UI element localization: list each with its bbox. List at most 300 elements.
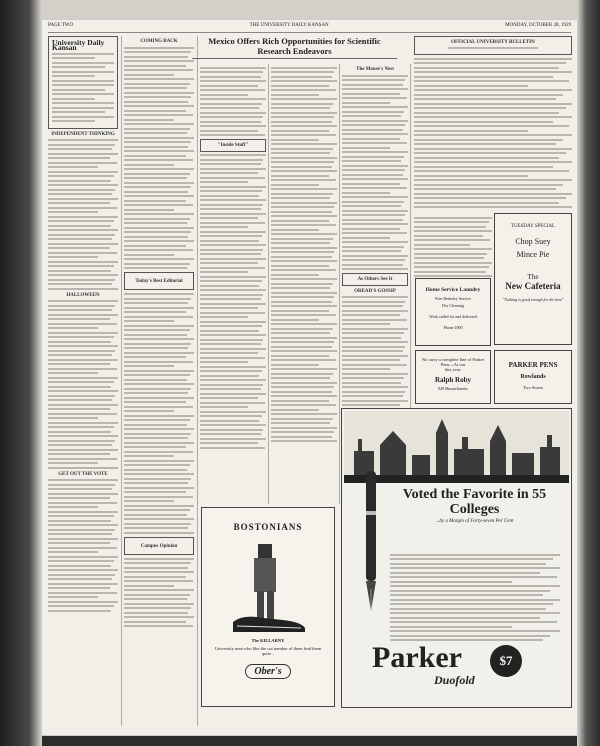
text-line (271, 98, 337, 100)
text-line (271, 76, 332, 78)
text-line (414, 121, 553, 123)
text-line (48, 184, 118, 186)
text-line (414, 197, 566, 199)
text-line (48, 261, 118, 263)
text-line (124, 415, 194, 417)
text-line (271, 274, 319, 276)
text-line (271, 224, 336, 226)
text-line (48, 444, 112, 446)
text-line (124, 159, 193, 161)
text-line (271, 341, 334, 343)
text-line (124, 168, 194, 170)
text-line (124, 392, 188, 394)
text-line (271, 418, 333, 420)
text-line (124, 460, 194, 462)
text-line (200, 181, 248, 183)
text-line (48, 300, 118, 302)
text-line (271, 152, 330, 154)
text-line (271, 121, 332, 123)
text-line (200, 402, 265, 404)
text-line (271, 413, 337, 415)
text-line (124, 141, 191, 143)
text-line (48, 431, 111, 433)
text-line (124, 87, 187, 89)
column-three (200, 64, 266, 504)
text-line (342, 400, 408, 402)
page-number: PAGE TWO (48, 23, 74, 28)
text-line (271, 130, 329, 132)
text-line (124, 343, 191, 345)
cafeteria-special: TUESDAY SPECIAL (510, 224, 556, 229)
text-line (342, 196, 408, 198)
text-line (124, 258, 194, 260)
text-line (124, 442, 194, 444)
text-line (124, 496, 193, 498)
editorial-text (48, 139, 118, 290)
text-line (124, 114, 193, 116)
text-line (390, 554, 560, 556)
text-line (271, 166, 332, 168)
text-line (124, 478, 191, 480)
text-line (124, 177, 187, 179)
text-line (414, 248, 492, 250)
text-line (48, 359, 118, 361)
text-line (48, 354, 112, 356)
shoe-illustration (223, 536, 313, 636)
text-line (124, 487, 194, 489)
roby-ad (415, 350, 491, 404)
text-line (124, 518, 194, 520)
text-line (124, 473, 194, 475)
text-line (414, 80, 569, 82)
text-line (124, 567, 188, 569)
editorial-heading-vote: GET OUT THE VOTE (58, 471, 108, 477)
text-line (48, 323, 117, 325)
text-line (342, 341, 408, 343)
issue-date: MONDAY, OCTOBER 28, 1929 (505, 23, 571, 28)
text-line (271, 440, 337, 442)
text-line (271, 278, 337, 280)
text-line (271, 116, 334, 118)
text-line (48, 506, 98, 508)
text-line (48, 243, 118, 245)
text-line (124, 523, 191, 525)
text-line (414, 98, 556, 100)
text-line (124, 164, 174, 166)
text-line (124, 195, 194, 197)
text-line (48, 252, 117, 254)
text-line (414, 85, 528, 87)
text-line (124, 532, 194, 534)
text-line (414, 235, 483, 237)
text-line (342, 174, 403, 176)
text-line (390, 608, 546, 610)
text-line (48, 578, 112, 580)
text-line (124, 83, 190, 85)
text-line (124, 374, 190, 376)
text-line (200, 249, 263, 251)
text-line (414, 125, 569, 127)
text-line (48, 610, 111, 612)
text-line (342, 301, 405, 303)
text-line (124, 249, 193, 251)
text-line (124, 406, 193, 408)
text-line (124, 334, 187, 336)
text-line (124, 65, 186, 67)
text-line (271, 139, 319, 141)
text-line (390, 581, 512, 583)
text-line (124, 379, 187, 381)
text-line (124, 451, 193, 453)
text-line (48, 256, 98, 258)
mouse-nest-heading: The Mouse's Nest (356, 67, 394, 72)
bulletin-title: OFFICIAL UNIVERSITY BULLETIN (451, 40, 535, 45)
oread-heading: OREAD'S GOSSIP (354, 288, 396, 294)
text-line (342, 373, 408, 375)
text-line (124, 370, 194, 372)
text-line (48, 440, 115, 442)
text-line (124, 254, 174, 256)
text-line (200, 262, 258, 264)
todays-best-heading: Today's Best Editorial (135, 279, 183, 284)
text-line (124, 236, 188, 238)
text-line (342, 328, 408, 330)
text-line (124, 92, 194, 94)
text-line (342, 323, 390, 325)
text-line (414, 206, 572, 208)
text-line (48, 148, 112, 150)
roby-address: 928 Massachusetts (437, 386, 469, 391)
text-line (200, 411, 266, 413)
text-line (271, 323, 337, 325)
text-line (48, 139, 118, 141)
text-line (342, 337, 401, 339)
text-line (48, 547, 117, 549)
text-line (48, 193, 112, 195)
text-line (124, 209, 174, 211)
text-line (342, 169, 405, 171)
parker-headline: Voted the Favorite in 55 Colleges (402, 487, 547, 517)
text-line (271, 319, 319, 321)
text-line (124, 78, 194, 80)
text-line (48, 377, 118, 379)
text-line (48, 453, 110, 455)
obers-logo: Ober's (245, 664, 290, 679)
text-line (200, 208, 261, 210)
text-line (48, 601, 118, 603)
text-line (390, 603, 553, 605)
center-headline: Mexico Offers Rich Opportunities for Scientific Research Endeavors (208, 36, 381, 56)
text-line (200, 222, 265, 224)
text-line (48, 238, 112, 240)
text-line (271, 436, 332, 438)
text-line (200, 80, 266, 82)
text-line (271, 359, 336, 361)
text-line (200, 231, 266, 233)
column-text (124, 293, 194, 534)
text-line (48, 279, 115, 281)
text-line (271, 328, 333, 330)
text-line (342, 368, 390, 370)
text-line (48, 596, 98, 598)
text-line (124, 218, 190, 220)
text-line (342, 264, 403, 266)
text-line (342, 97, 407, 99)
column-text (271, 67, 337, 443)
text-line (342, 147, 390, 149)
text-line (271, 422, 330, 424)
text-line (200, 424, 266, 426)
parker-model: Duofold (434, 673, 475, 687)
text-line (342, 124, 405, 126)
text-line (200, 303, 266, 305)
editorial-heading-halloween: HALLOWEEN (66, 292, 100, 298)
text-line (414, 253, 487, 255)
text-line (48, 399, 112, 401)
text-line (48, 395, 115, 397)
text-line (124, 616, 194, 618)
text-line (414, 202, 559, 204)
text-line (124, 69, 193, 71)
roby-line-1: No carry a complete line of Parker Pens—At our (421, 357, 485, 367)
text-line (48, 363, 110, 365)
text-line (271, 184, 319, 186)
text-line (200, 71, 263, 73)
text-line (48, 305, 115, 307)
text-line (200, 307, 258, 309)
text-line (200, 366, 266, 368)
text-line (124, 621, 186, 623)
laundry-title: Home Service Laundry (425, 287, 481, 293)
text-line (271, 256, 332, 258)
text-line (342, 350, 403, 352)
text-line (48, 484, 115, 486)
parker-pens-ad (494, 350, 572, 404)
text-line (48, 587, 110, 589)
text-line (200, 217, 258, 219)
text-line (124, 204, 193, 206)
laundry-line-3: Dry Cleaning (442, 303, 464, 308)
text-line (414, 112, 559, 114)
text-line (342, 305, 403, 307)
text-line (200, 415, 262, 417)
text-line (271, 107, 330, 109)
text-line (271, 197, 330, 199)
text-line (48, 270, 111, 272)
text-line (271, 377, 330, 379)
text-line (200, 321, 266, 323)
text-line (200, 348, 266, 350)
text-line (48, 583, 118, 585)
text-line (271, 260, 337, 262)
text-line (124, 338, 194, 340)
text-line (271, 391, 332, 393)
others-heading: As Others See It (357, 276, 393, 282)
text-line (124, 446, 186, 448)
editorial-column (48, 36, 118, 726)
text-line (342, 156, 404, 158)
text-line (342, 232, 407, 234)
text-line (124, 60, 194, 62)
text-line (390, 558, 553, 560)
text-line (48, 144, 115, 146)
text-line (124, 182, 194, 184)
text-line (124, 128, 190, 130)
text-line (124, 401, 186, 403)
text-line (342, 319, 407, 321)
text-line (48, 479, 118, 481)
scan-edge-top (42, 0, 577, 20)
text-line (200, 186, 266, 188)
text-line (414, 170, 569, 172)
text-line (124, 469, 187, 471)
text-line (200, 397, 258, 399)
text-line (48, 488, 112, 490)
text-line (124, 580, 193, 582)
text-line (271, 350, 337, 352)
text-line (200, 420, 259, 422)
text-line (200, 89, 265, 91)
text-line (48, 229, 118, 231)
text-line (342, 102, 390, 104)
bostonians-ad (201, 507, 335, 707)
text-line (124, 527, 188, 529)
bulletin-section (414, 36, 572, 226)
text-line (200, 98, 266, 100)
text-line (48, 162, 117, 164)
text-line (124, 316, 193, 318)
text-line (342, 259, 405, 261)
text-line (48, 288, 118, 290)
text-line (271, 233, 337, 235)
column-rule (268, 64, 269, 504)
text-line (342, 178, 408, 180)
text-line (271, 355, 329, 357)
text-line (414, 134, 572, 136)
text-line (124, 356, 186, 358)
text-line (124, 361, 193, 363)
text-line (200, 375, 259, 377)
text-line (124, 347, 188, 349)
text-line (48, 314, 118, 316)
text-line (342, 223, 408, 225)
text-line (271, 332, 330, 334)
text-line (271, 382, 337, 384)
text-line (271, 125, 337, 127)
text-line (124, 598, 187, 600)
campus-opinion-box (124, 537, 194, 555)
text-line (124, 571, 194, 573)
laundry-line-2: Free Berkeley Service (435, 296, 471, 301)
text-line (124, 186, 191, 188)
text-line (271, 67, 337, 69)
text-line (342, 359, 400, 361)
text-line (414, 148, 572, 150)
text-line (200, 116, 263, 118)
text-line (271, 71, 334, 73)
bulletin-text (414, 58, 572, 209)
text-line (390, 599, 560, 601)
bostonians-caption: The KILLARNY (251, 638, 285, 643)
text-line (271, 215, 337, 217)
text-line (124, 132, 187, 134)
bostonians-copy: University men who like the cut number of them find them quite... (214, 646, 322, 656)
text-line (271, 368, 337, 370)
text-line (124, 410, 174, 412)
text-line (342, 296, 408, 298)
text-line (271, 431, 334, 433)
editorial-text (48, 300, 118, 469)
text-line (414, 143, 556, 145)
text-line (342, 268, 408, 270)
text-line (124, 96, 191, 98)
text-line (271, 305, 337, 307)
campus-opinion-heading: Campus Opinion (140, 543, 178, 549)
text-line (48, 493, 118, 495)
text-line (414, 226, 486, 228)
text-line (414, 103, 572, 105)
text-line (48, 413, 117, 415)
text-line (48, 533, 112, 535)
text-line (271, 80, 337, 82)
bulletin-header (414, 36, 572, 55)
text-line (48, 556, 118, 558)
text-line (200, 330, 259, 332)
text-line (342, 106, 408, 108)
masthead-title: University Daily Kansan (52, 38, 105, 52)
text-line (124, 433, 191, 435)
text-line (124, 298, 191, 300)
text-line (124, 200, 186, 202)
text-line (342, 93, 400, 95)
text-line (48, 560, 114, 562)
text-line (124, 105, 194, 107)
text-line (342, 160, 401, 162)
center-headline-block (192, 36, 397, 61)
text-line (124, 455, 174, 457)
text-line (200, 379, 266, 381)
text-line (414, 58, 572, 60)
text-line (124, 428, 194, 430)
inside-stuff-heading: "Inside Stuff" (217, 142, 249, 148)
text-line (200, 289, 266, 291)
text-line (342, 255, 408, 257)
text-line (200, 67, 266, 69)
text-line (200, 294, 263, 296)
text-line (124, 56, 188, 58)
text-line (200, 361, 248, 363)
text-line (48, 157, 110, 159)
text-line (124, 464, 190, 466)
text-line (414, 271, 486, 273)
text-line (48, 341, 111, 343)
text-line (271, 193, 333, 195)
text-line (390, 567, 560, 569)
text-line (200, 190, 262, 192)
text-line (342, 115, 401, 117)
text-line (271, 112, 337, 114)
column-text (124, 558, 194, 628)
text-line (124, 173, 190, 175)
text-line (200, 213, 266, 215)
text-line (124, 419, 190, 421)
column-four (271, 64, 337, 504)
coming-back-heading: COMING BACK (140, 39, 178, 44)
text-line (271, 373, 333, 375)
text-line (48, 435, 118, 437)
text-line (200, 134, 265, 136)
text-line (414, 166, 553, 168)
